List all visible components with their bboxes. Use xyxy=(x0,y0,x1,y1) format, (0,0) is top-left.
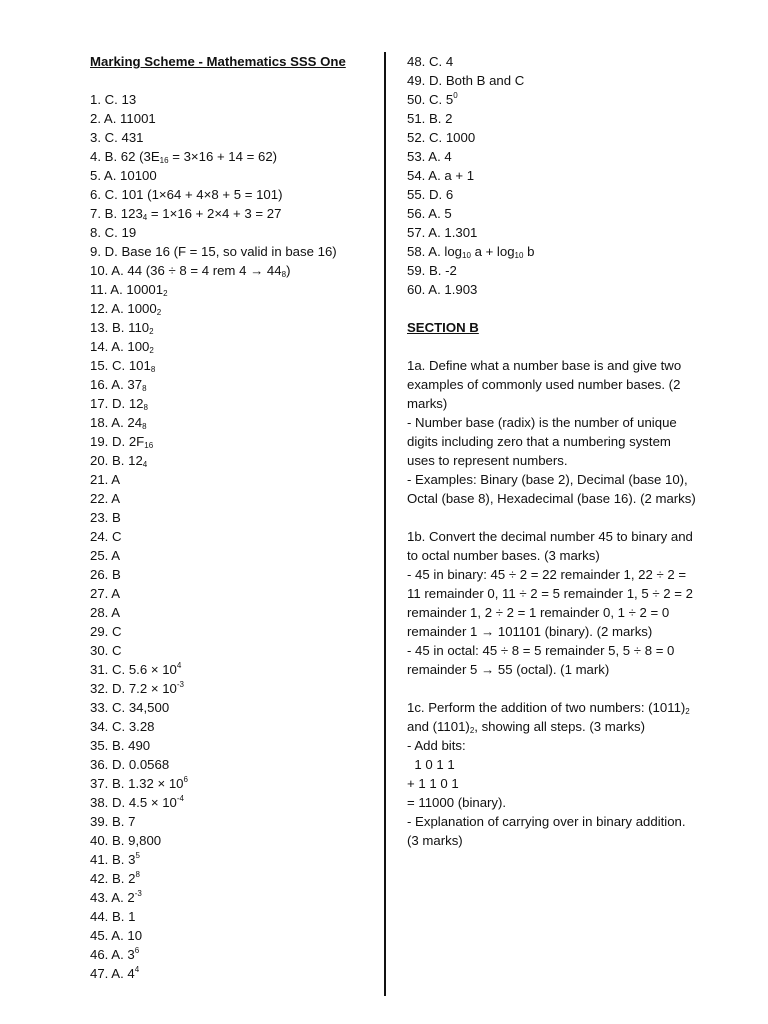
answer-item: 21. A xyxy=(90,472,121,487)
answer-item: 4. B. 62 $(3E_{16} = 3\times 16 + 14 = 62)$ xyxy=(90,149,278,165)
answer-item: 45. A. 10 xyxy=(90,928,143,943)
answer-1b-octal: - 45 in octal: 45 ÷ 8 = 5 remainder 5, 5 ÷ 8 = 0 remainder 5 → 55 (octal). (1 mark) xyxy=(407,643,675,677)
answer-item: 49. D. Both B and C xyxy=(407,73,525,88)
answer-item: 13. B. $110_2$ xyxy=(90,320,154,336)
answer-item: 15. C. $101_8$ xyxy=(90,358,156,374)
answer-item: 17. D. $12_8$ xyxy=(90,396,148,412)
answer-item: 44. B. 1 xyxy=(90,909,136,924)
answer-item: 30. C xyxy=(90,643,122,658)
answer-item: 41. B. $3^5$ xyxy=(90,851,140,867)
answer-item: 60. A. 1.903 xyxy=(407,282,478,297)
document-title: Marking Scheme - Mathematics SSS One xyxy=(90,54,346,69)
answer-item: 2. A. 11001 xyxy=(90,111,156,126)
answer-item: 26. B xyxy=(90,567,121,582)
answer-1c-result: = 11000 (binary). xyxy=(407,795,507,810)
question-1b: 1b. Convert the decimal number 45 to binary and to octal number bases. (3 marks) xyxy=(407,529,693,563)
answer-item: 16. A. $37_8$ xyxy=(90,377,147,393)
answer-item: 20. B. $12_4$ xyxy=(90,453,148,469)
answer-item: 7. B. $123_4 = 1\times 16 + 2\times 4 + 3 = 27$ xyxy=(90,206,282,222)
answer-item: 24. C xyxy=(90,529,122,544)
answer-item: 43. A. $2^{-3}$ xyxy=(90,889,142,905)
answer-1c-explanation: - Explanation of carrying over in binary addition. (3 marks) xyxy=(407,814,686,848)
answer-item: 57. A. 1.301 xyxy=(407,225,478,240)
answer-item: 58. A. $\log_{10} a + \log_{10} b$ xyxy=(407,244,535,260)
answer-item: 23. B xyxy=(90,510,121,525)
answer-item: 59. B. -2 xyxy=(407,263,457,278)
answer-item: 51. B. 2 xyxy=(407,111,453,126)
answer-item: 36. D. 0.0568 xyxy=(90,757,170,772)
answer-1a-definition: - Number base (radix) is the number of unique digits including zero that a numbering system uses to represent numbers. xyxy=(407,415,677,468)
answer-item: 1. C. 13 xyxy=(90,92,137,107)
answer-1c-step-label: - Add bits: xyxy=(407,738,466,753)
answer-item: 12. A. $1000_2$ xyxy=(90,301,162,317)
answer-1c-row2: + 1 1 0 1 xyxy=(407,776,459,791)
answer-item: 8. C. 19 xyxy=(90,225,137,240)
answer-item: 38. D. $4.5 \times 10^{-4}$ xyxy=(90,794,185,810)
answer-item: 42. B. $2^8$ xyxy=(90,870,140,886)
left-column xyxy=(90,52,380,983)
answer-item: 10. A. 44 (36 ÷ 8 = 4 rem $4 \to 44_8$) xyxy=(90,263,291,279)
answer-item: 34. C. 3.28 xyxy=(90,719,155,734)
answer-item: 39. B. 7 xyxy=(90,814,136,829)
answer-item: 52. C. 1000 xyxy=(407,130,476,145)
answer-item: 3. C. 431 xyxy=(90,130,144,145)
answer-item: 48. C. 4 xyxy=(407,54,454,69)
right-column xyxy=(407,52,697,850)
answer-item: 22. A xyxy=(90,491,121,506)
answer-item: 31. C. $5.6 \times 10^4$ xyxy=(90,661,182,677)
answer-list-left xyxy=(90,90,380,983)
answer-item: 33. C. 34,500 xyxy=(90,700,170,715)
answer-item: 9. D. Base 16 (F = 15, so valid in base 16) xyxy=(90,244,337,259)
answer-item: 19. D. $2F_{16}$ xyxy=(90,434,154,450)
question-1a: 1a. Define what a number base is and give two examples of commonly used number bases. (2 marks) xyxy=(407,358,682,411)
answer-item: 35. B. 490 xyxy=(90,738,151,753)
question-1c: 1c. Perform the addition of two numbers: $(1011)_2$ and $(1101)_2$, showing all steps. (3 marks) xyxy=(407,700,690,735)
answer-item: 55. D. 6 xyxy=(407,187,454,202)
answer-item: 11. A. $10001_2$ xyxy=(90,282,168,298)
answer-item: 50. C. $5^0$ xyxy=(407,91,458,107)
answer-item: 28. A xyxy=(90,605,121,620)
answer-item: 40. B. 9,800 xyxy=(90,833,162,848)
answer-item: 14. A. $100_2$ xyxy=(90,339,154,355)
answer-item: 32. D. $7.2 \times 10^{-3}$ xyxy=(90,680,185,696)
answer-1a-examples: - Examples: Binary (base 2), Decimal (base 10), Octal (base 8), Hexadecimal (base 16). (2 marks) xyxy=(407,472,696,506)
answer-item: 46. A. $3^6$ xyxy=(90,946,140,962)
answer-item: 54. A. a + 1 xyxy=(407,168,475,183)
answer-item: 29. C xyxy=(90,624,122,639)
answer-item: 25. A xyxy=(90,548,121,563)
column-divider xyxy=(384,52,386,996)
answer-item: 53. A. 4 xyxy=(407,149,452,164)
answer-1c-row1: 1 0 1 1 xyxy=(407,757,455,772)
answer-1b-binary: - 45 in binary: 45 ÷ 2 = 22 remainder 1, 22 ÷ 2 = 11 remainder 0, 11 ÷ 2 = 5 remainder 1, 5 ÷ 2 = 2 remainder 1, 2 ÷ 2 = 1 remainder 0, 1 ÷ 2 = 0 remainder 1 → 101101 (binary). (2 marks) xyxy=(407,567,693,639)
answer-item: 5. A. 10100 xyxy=(90,168,157,183)
answer-item: 47. A. $4^4$ xyxy=(90,965,140,981)
answer-item: 56. A. 5 xyxy=(407,206,452,221)
section-b-heading: SECTION B xyxy=(407,320,479,335)
answer-item: 37. B. $1.32 \times 10^6$ xyxy=(90,775,188,791)
answer-item: 27. A xyxy=(90,586,121,601)
answer-list-right xyxy=(407,52,697,299)
answer-item: 6. C. 101 (1×64 + 4×8 + 5 = 101) xyxy=(90,187,283,202)
answer-item: 18. A. $24_8$ xyxy=(90,415,147,431)
